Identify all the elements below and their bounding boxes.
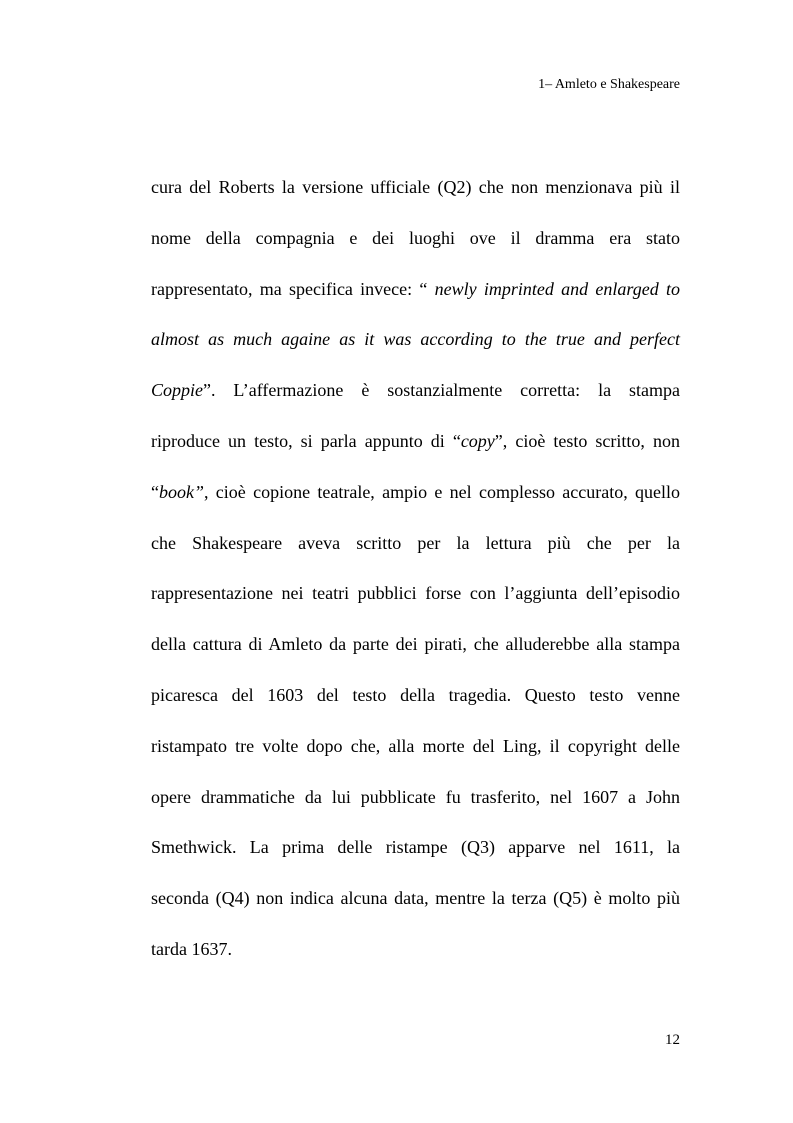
text-line: cura del Roberts la versione ufficiale (Q2) che non menzionava più il xyxy=(151,177,680,197)
quoted-title-italic: almost as much againe as it was according to the true and perfect xyxy=(151,329,680,350)
term-book-italic: book” xyxy=(159,481,204,502)
text-line: ristampato tre volte dopo che, alla morte del Ling, il copyright delle xyxy=(151,735,680,756)
text-line: rappresentato, ma specifica invece: “ newly imprinted and enlarged to xyxy=(151,278,680,299)
page-number: 12 xyxy=(665,1032,680,1048)
text-line: rappresentazione nei teatri pubblici forse con l’aggiunta dell’episodio xyxy=(151,583,680,604)
text-line: nome della compagnia e dei luoghi ove il dramma era stato xyxy=(151,227,680,248)
text-line: che Shakespeare aveva scritto per la lettura più che per la xyxy=(151,532,680,553)
text-line: Smethwick. La prima delle ristampe (Q3) apparve nel 1611, la xyxy=(151,837,680,858)
text-line: tarda 1637. xyxy=(151,938,232,959)
text-line: seconda (Q4) non indica alcuna data, mentre la terza (Q5) è molto più xyxy=(151,888,680,909)
text-line: della cattura di Amleto da parte dei pirati, che alluderebbe alla stampa xyxy=(151,634,680,655)
quoted-title-italic: Coppie xyxy=(151,380,203,401)
body-paragraph xyxy=(151,172,680,985)
quoted-title-italic: newly imprinted and enlarged to xyxy=(434,278,680,299)
running-header: 1– Amleto e Shakespeare xyxy=(538,77,680,92)
text-line: picaresca del 1603 del testo della tragedia. Questo testo venne xyxy=(151,684,680,705)
text-line: “book”, cioè copione teatrale, ampio e nel complesso accurato, quello xyxy=(151,481,680,502)
text-line xyxy=(151,324,680,375)
text-line: riproduce un testo, si parla appunto di “copy”, cioè testo scritto, non xyxy=(151,430,680,451)
term-copy-italic: copy xyxy=(460,430,495,451)
text-line: Coppie”. L’affermazione è sostanzialmente corretta: la stampa xyxy=(151,380,680,401)
text-line: opere drammatiche da lui pubblicate fu trasferito, nel 1607 a John xyxy=(151,786,680,807)
